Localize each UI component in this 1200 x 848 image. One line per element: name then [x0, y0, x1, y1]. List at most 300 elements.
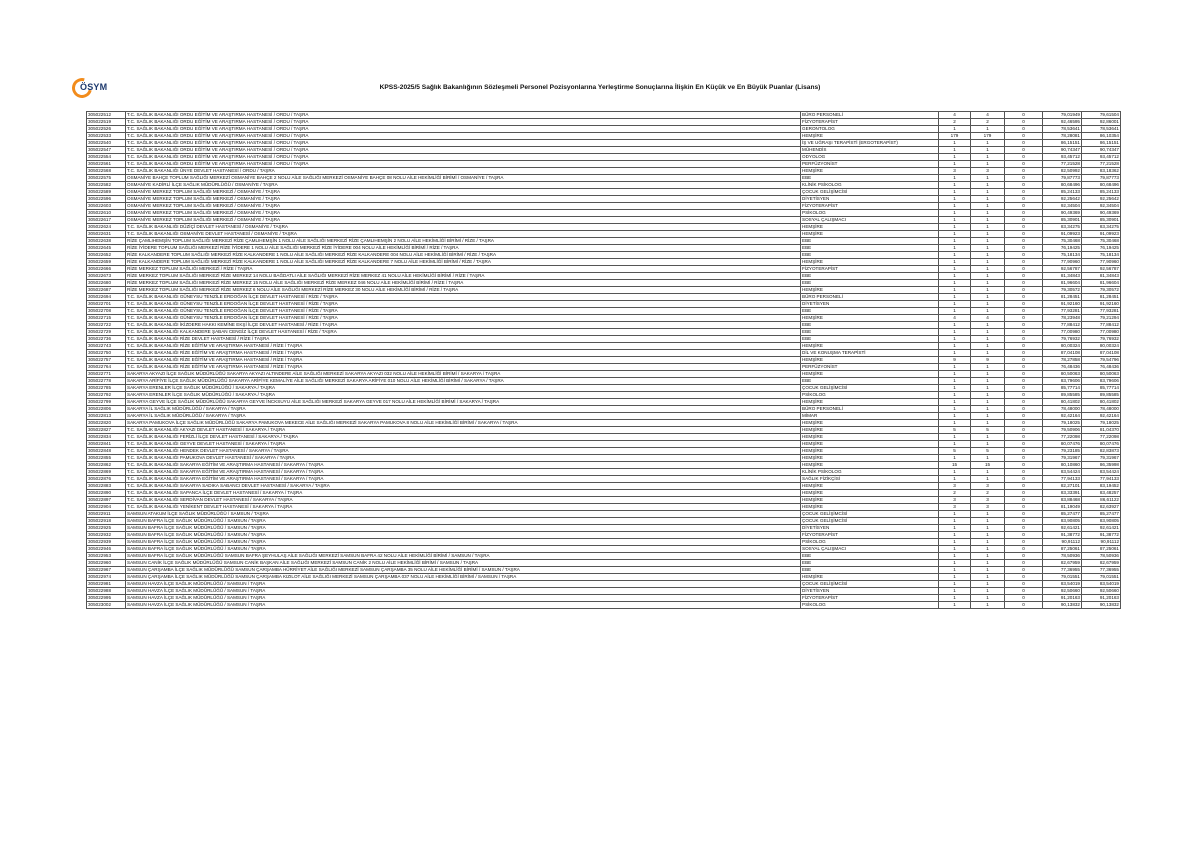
- yerlesen-cell: 1: [971, 210, 1005, 217]
- min-puan-cell: 80,68496: [1043, 182, 1082, 189]
- table-row: [87, 231, 1121, 238]
- bos-cell: 0: [1005, 245, 1043, 252]
- kurum-cell: T.C. SAĞLIK BAKANLIĞI ORDU EĞİTİM VE ARAŞTIRMA HASTANESİ / ORDU / TAŞRA: [126, 147, 801, 154]
- kurum-cell: T.C. SAĞLIK BAKANLIĞI SAKARYA EĞİTİM VE ARAŞTIRMA HASTANESİ / SAKARYA / TAŞRA: [126, 476, 801, 483]
- unvan-cell: HEMŞİRE: [801, 448, 939, 455]
- min-puan-cell: 83,79606: [1043, 378, 1082, 385]
- bos-cell: 0: [1005, 399, 1043, 406]
- kod-cell: 305022610: [87, 210, 126, 217]
- kurum-cell: SAMSUN HAVZA İLÇE SAĞLIK MÜDÜRLÜĞÜ / SAMSUN / TAŞRA: [126, 588, 801, 595]
- kurum-cell: T.C. SAĞLIK BAKANLIĞI RİZE EĞİTİM VE ARAŞTIRMA HASTANESİ / RİZE / TAŞRA: [126, 350, 801, 357]
- table-row: [87, 224, 1121, 231]
- yerlesen-cell: 1: [971, 175, 1005, 182]
- kod-cell: 305022967: [87, 567, 126, 574]
- unvan-cell: HEMŞİRE: [801, 504, 939, 511]
- kurum-cell: OSMANİYE KADİRLİ İLÇE SAĞLIK MÜDÜRLÜĞÜ / OSMANİYE / TAŞRA: [126, 182, 801, 189]
- min-puan-cell: 83,88468: [1043, 497, 1082, 504]
- max-puan-cell: 83,54424: [1082, 469, 1121, 476]
- kontenjan-cell: 1: [939, 574, 971, 581]
- kod-cell: 305022792: [87, 392, 126, 399]
- kontenjan-cell: 1: [939, 245, 971, 252]
- kontenjan-cell: 1: [939, 154, 971, 161]
- yerlesen-cell: 1: [971, 161, 1005, 168]
- kod-cell: 305022729: [87, 329, 126, 336]
- bos-cell: 0: [1005, 469, 1043, 476]
- kurum-cell: OSMANİYE MERKEZ TOPLUM SAĞLIĞI MERKEZİ / OSMANİYE / TAŞRA: [126, 217, 801, 224]
- bos-cell: 0: [1005, 434, 1043, 441]
- kontenjan-cell: 1: [939, 175, 971, 182]
- max-puan-cell: 79,18025: [1082, 420, 1121, 427]
- kontenjan-cell: 1: [939, 210, 971, 217]
- min-puan-cell: 79,23185: [1043, 448, 1082, 455]
- min-puan-cell: 79,18025: [1043, 420, 1082, 427]
- kod-cell: 305022932: [87, 532, 126, 539]
- kod-cell: 305022855: [87, 455, 126, 462]
- kontenjan-cell: 1: [939, 343, 971, 350]
- yerlesen-cell: 1: [971, 147, 1005, 154]
- bos-cell: 0: [1005, 266, 1043, 273]
- kontenjan-cell: 1: [939, 420, 971, 427]
- kurum-cell: T.C. SAĞLIK BAKANLIĞI ORDU EĞİTİM VE ARAŞTIRMA HASTANESİ / ORDU / TAŞRA: [126, 126, 801, 133]
- yerlesen-cell: 1: [971, 217, 1005, 224]
- kontenjan-cell: 3: [939, 504, 971, 511]
- kod-cell: 305022547: [87, 147, 126, 154]
- table-row: [87, 441, 1121, 448]
- unvan-cell: EBE: [801, 560, 939, 567]
- bos-cell: 0: [1005, 420, 1043, 427]
- unvan-cell: PERFÜZYONİST: [801, 364, 939, 371]
- min-puan-cell: 86,15151: [1043, 140, 1082, 147]
- min-puan-cell: 92,46595: [1043, 119, 1082, 126]
- max-puan-cell: 92,34504: [1082, 203, 1121, 210]
- kurum-cell: SAMSUN HAVZA İLÇE SAĞLIK MÜDÜRLÜĞÜ / SAMSUN / TAŞRA: [126, 602, 801, 609]
- kurum-cell: T.C. SAĞLIK BAKANLIĞI RİZE EĞİTİM VE ARAŞTIRMA HASTANESİ / RİZE / TAŞRA: [126, 343, 801, 350]
- table-row: [87, 119, 1121, 126]
- table-row: [87, 483, 1121, 490]
- yerlesen-cell: 1: [971, 259, 1005, 266]
- table-row: [87, 259, 1121, 266]
- min-puan-cell: 76,19425: [1043, 245, 1082, 252]
- yerlesen-cell: 1: [971, 399, 1005, 406]
- kontenjan-cell: 1: [939, 224, 971, 231]
- min-puan-cell: 83,33391: [1043, 490, 1082, 497]
- kod-cell: 305022869: [87, 469, 126, 476]
- bos-cell: 0: [1005, 140, 1043, 147]
- min-puan-cell: 77,94133: [1043, 476, 1082, 483]
- yerlesen-cell: 1: [971, 371, 1005, 378]
- yerlesen-cell: 3: [971, 504, 1005, 511]
- yerlesen-cell: 1: [971, 140, 1005, 147]
- max-puan-cell: 79,87773: [1082, 175, 1121, 182]
- max-puan-cell: 86,35998: [1082, 462, 1121, 469]
- kurum-cell: T.C. SAĞLIK BAKANLIĞI ORDU EĞİTİM VE ARAŞTIRMA HASTANESİ / ORDU / TAŞRA: [126, 112, 801, 119]
- min-puan-cell: 76,48436: [1043, 364, 1082, 371]
- kurum-cell: T.C. SAĞLIK BAKANLIĞI ORDU EĞİTİM VE ARAŞTIRMA HASTANESİ / ORDU / TAŞRA: [126, 154, 801, 161]
- unvan-cell: HEMŞİRE: [801, 357, 939, 364]
- unvan-cell: HEMŞİRE: [801, 371, 939, 378]
- min-puan-cell: 90,49369: [1043, 210, 1082, 217]
- kod-cell: 305022785: [87, 385, 126, 392]
- unvan-cell: EBE: [801, 175, 939, 182]
- yerlesen-cell: 1: [971, 567, 1005, 574]
- bos-cell: 0: [1005, 315, 1043, 322]
- kurum-cell: T.C. SAĞLIK BAKANLIĞI GEYVE DEVLET HASTANESİ / SAKARYA / TAŞRA: [126, 441, 801, 448]
- kontenjan-cell: 4: [939, 112, 971, 119]
- max-puan-cell: 77,88412: [1082, 322, 1121, 329]
- yerlesen-cell: 1: [971, 343, 1005, 350]
- kurum-cell: RİZE ÇAMLIHEMŞİN TOPLUM SAĞLIĞI MERKEZİ RİZE ÇAMLIHEMŞİN 1 NOLU AİLE SAĞLIĞI MERKEZİ RİZE ÇAMLIHEMŞİN 2 NOLU AİLE HEKİMLİĞİ BİRİMİ / RİZE / TAŞRA: [126, 238, 801, 245]
- unvan-cell: HEMŞİRE: [801, 574, 939, 581]
- kod-cell: 305022918: [87, 518, 126, 525]
- kurum-cell: OSMANİYE MERKEZ TOPLUM SAĞLIĞI MERKEZİ / OSMANİYE / TAŞRA: [126, 203, 801, 210]
- max-puan-cell: 87,04108: [1082, 350, 1121, 357]
- min-puan-cell: 81,96604: [1043, 280, 1082, 287]
- max-puan-cell: 79,61504: [1082, 112, 1121, 119]
- unvan-cell: FİZYOTERAPİST: [801, 595, 939, 602]
- yerlesen-cell: 1: [971, 588, 1005, 595]
- bos-cell: 0: [1005, 350, 1043, 357]
- kontenjan-cell: 1: [939, 294, 971, 301]
- unvan-cell: EBE: [801, 322, 939, 329]
- min-puan-cell: 78,48000: [1043, 406, 1082, 413]
- bos-cell: 0: [1005, 273, 1043, 280]
- table-row: [87, 287, 1121, 294]
- kurum-cell: T.C. SAĞLIK BAKANLIĞI GÜNEYSU TENZİLE ERDOĞAN İLÇE DEVLET HASTANESİ / RİZE / TAŞRA: [126, 308, 801, 315]
- kontenjan-cell: 1: [939, 182, 971, 189]
- kurum-cell: RİZE MERKEZ TOPLUM SAĞLIĞI MERKEZİ / RİZE / TAŞRA: [126, 266, 801, 273]
- kurum-cell: T.C. SAĞLIK BAKANLIĞI SERDİVAN DEVLET HASTANESİ / SAKARYA / TAŞRA: [126, 497, 801, 504]
- unvan-cell: SOSYAL ÇALIŞMACI: [801, 546, 939, 553]
- min-puan-cell: 90,74347: [1043, 147, 1082, 154]
- max-puan-cell: 83,34275: [1082, 224, 1121, 231]
- bos-cell: 0: [1005, 147, 1043, 154]
- table-row: [87, 427, 1121, 434]
- unvan-cell: DİYETİSYEN: [801, 196, 939, 203]
- kurum-cell: T.C. SAĞLIK BAKANLIĞI RİZE DEVLET HASTANESİ / RİZE / TAŞRA: [126, 336, 801, 343]
- bos-cell: 0: [1005, 581, 1043, 588]
- kontenjan-cell: 1: [939, 301, 971, 308]
- kod-cell: 305022652: [87, 252, 126, 259]
- max-puan-cell: 81,34843: [1082, 273, 1121, 280]
- yerlesen-cell: 1: [971, 385, 1005, 392]
- kod-cell: 305022876: [87, 476, 126, 483]
- kurum-cell: T.C. SAĞLIK BAKANLIĞI ORDU EĞİTİM VE ARAŞTIRMA HASTANESİ / ORDU / TAŞRA: [126, 161, 801, 168]
- table-row: [87, 497, 1121, 504]
- kurum-cell: T.C. SAĞLIK BAKANLIĞI GÜNEYSU TENZİLE ERDOĞAN İLÇE DEVLET HASTANESİ / RİZE / TAŞRA: [126, 294, 801, 301]
- kod-cell: 305022680: [87, 280, 126, 287]
- unvan-cell: EBE: [801, 245, 939, 252]
- bos-cell: 0: [1005, 301, 1043, 308]
- kod-cell: 305022631: [87, 231, 126, 238]
- yerlesen-cell: 179: [971, 133, 1005, 140]
- kontenjan-cell: 1: [939, 329, 971, 336]
- min-puan-cell: 83,34275: [1043, 224, 1082, 231]
- bos-cell: 0: [1005, 154, 1043, 161]
- kod-cell: 305022820: [87, 420, 126, 427]
- min-puan-cell: 87,25061: [1043, 546, 1082, 553]
- unvan-cell: FİZYOTERAPİST: [801, 203, 939, 210]
- yerlesen-cell: 1: [971, 364, 1005, 371]
- max-puan-cell: 81,04370: [1082, 427, 1121, 434]
- bos-cell: 0: [1005, 196, 1043, 203]
- unvan-cell: HEMŞİRE: [801, 168, 939, 175]
- max-puan-cell: 85,27477: [1082, 511, 1121, 518]
- kod-cell: 305022624: [87, 224, 126, 231]
- kontenjan-cell: 4: [939, 315, 971, 322]
- min-puan-cell: 92,56787: [1043, 266, 1082, 273]
- kontenjan-cell: 1: [939, 189, 971, 196]
- unvan-cell: GERONTOLOG: [801, 126, 939, 133]
- bos-cell: 0: [1005, 217, 1043, 224]
- yerlesen-cell: 5: [971, 427, 1005, 434]
- kontenjan-cell: 1: [939, 336, 971, 343]
- kod-cell: 305022806: [87, 406, 126, 413]
- kod-cell: 305022575: [87, 175, 126, 182]
- kurum-cell: T.C. SAĞLIK BAKANLIĞI RİZE EĞİTİM VE ARAŞTIRMA HASTANESİ / RİZE / TAŞRA: [126, 364, 801, 371]
- min-puan-cell: 93,45712: [1043, 154, 1082, 161]
- bos-cell: 0: [1005, 126, 1043, 133]
- min-puan-cell: 77,93281: [1043, 308, 1082, 315]
- kod-cell: 305022694: [87, 294, 126, 301]
- kontenjan-cell: 1: [939, 308, 971, 315]
- kontenjan-cell: 3: [939, 168, 971, 175]
- kontenjan-cell: 1: [939, 511, 971, 518]
- bos-cell: 0: [1005, 574, 1043, 581]
- kurum-cell: RİZE KALKANDERE TOPLUM SAĞLIĞI MERKEZİ RİZE KALKANDERE 1 NOLU AİLE SAĞLIĞI MERKEZİ RİZE KALKANDERE 7 NOLU AİLE HEKİMLİĞİ BİRİMİ / RİZE / TAŞRA: [126, 259, 801, 266]
- table-row: [87, 385, 1121, 392]
- max-puan-cell: 80,41802: [1082, 399, 1121, 406]
- unvan-cell: HEMŞİRE: [801, 434, 939, 441]
- min-puan-cell: 78,53641: [1043, 126, 1082, 133]
- min-puan-cell: 81,28451: [1043, 294, 1082, 301]
- unvan-cell: ÇOCUK GELİŞİMCİSİ: [801, 385, 939, 392]
- kod-cell: 305023002: [87, 602, 126, 609]
- yerlesen-cell: 1: [971, 273, 1005, 280]
- kurum-cell: OSMANİYE MERKEZ TOPLUM SAĞLIĞI MERKEZİ / OSMANİYE / TAŞRA: [126, 189, 801, 196]
- min-puan-cell: 89,85585: [1043, 392, 1082, 399]
- kod-cell: 305022904: [87, 504, 126, 511]
- kontenjan-cell: 1: [939, 546, 971, 553]
- table-row: [87, 308, 1121, 315]
- kurum-cell: SAKARYA ERENLER İLÇE SAĞLIK MÜDÜRLÜĞÜ / SAKARYA / TAŞRA: [126, 392, 801, 399]
- table-row: [87, 490, 1121, 497]
- max-puan-cell: 82,83873: [1082, 448, 1121, 455]
- kontenjan-cell: 1: [939, 287, 971, 294]
- max-puan-cell: 79,30572: [1082, 287, 1121, 294]
- kontenjan-cell: 1: [939, 378, 971, 385]
- unvan-cell: FİZYOTERAPİST: [801, 532, 939, 539]
- kurum-cell: OSMANİYE MERKEZ TOPLUM SAĞLIĞI MERKEZİ / OSMANİYE / TAŞRA: [126, 196, 801, 203]
- max-puan-cell: 91,92160: [1082, 301, 1121, 308]
- kod-cell: 305022638: [87, 238, 126, 245]
- kontenjan-cell: 3: [939, 483, 971, 490]
- table-row: [87, 266, 1121, 273]
- bos-cell: 0: [1005, 483, 1043, 490]
- kod-cell: 305022673: [87, 273, 126, 280]
- yerlesen-cell: 3: [971, 483, 1005, 490]
- kontenjan-cell: 1: [939, 567, 971, 574]
- bos-cell: 0: [1005, 455, 1043, 462]
- kontenjan-cell: 1: [939, 539, 971, 546]
- yerlesen-cell: 4: [971, 315, 1005, 322]
- kurum-cell: T.C. SAĞLIK BAKANLIĞI HENDEK DEVLET HASTANESİ / SAKARYA / TAŞRA: [126, 448, 801, 455]
- bos-cell: 0: [1005, 231, 1043, 238]
- max-puan-cell: 90,13832: [1082, 602, 1121, 609]
- table-row: [87, 448, 1121, 455]
- min-puan-cell: 77,36955: [1043, 567, 1082, 574]
- kurum-cell: SAMSUN BAFRA İLÇE SAĞLIK MÜDÜRLÜĞÜ / SAMSUN / TAŞRA: [126, 525, 801, 532]
- max-puan-cell: 80,50063: [1082, 371, 1121, 378]
- kurum-cell: SAKARYA GEYVE İLÇE SAĞLIK MÜDÜRLÜĞÜ SAKARYA GEYVE İNCKSUYU AİLE SAĞLIĞI MERKEZİ SAKARYA GEYVE 017 NOLU AİLE HEKİMLİĞİ BİRİMİ / SAKARYA / TAŞRA: [126, 399, 801, 406]
- min-puan-cell: 77,88412: [1043, 322, 1082, 329]
- kod-cell: 305022715: [87, 315, 126, 322]
- max-puan-cell: 82,63927: [1082, 504, 1121, 511]
- kontenjan-cell: 9: [939, 357, 971, 364]
- max-puan-cell: 78,48000: [1082, 406, 1121, 413]
- min-puan-cell: 79,30572: [1043, 287, 1082, 294]
- max-puan-cell: 81,96604: [1082, 280, 1121, 287]
- kod-cell: 305022568: [87, 168, 126, 175]
- min-puan-cell: 82,67959: [1043, 560, 1082, 567]
- kod-cell: 305022687: [87, 287, 126, 294]
- unvan-cell: HEMŞİRE: [801, 259, 939, 266]
- kontenjan-cell: 1: [939, 126, 971, 133]
- table-row: [87, 462, 1121, 469]
- bos-cell: 0: [1005, 441, 1043, 448]
- kontenjan-cell: 1: [939, 266, 971, 273]
- table-row: [87, 413, 1121, 420]
- unvan-cell: BÜRO PERSONELİ: [801, 294, 939, 301]
- min-puan-cell: 79,01551: [1043, 574, 1082, 581]
- min-puan-cell: 80,41802: [1043, 399, 1082, 406]
- kontenjan-cell: 1: [939, 602, 971, 609]
- yerlesen-cell: 1: [971, 182, 1005, 189]
- kurum-cell: T.C. SAĞLIK BAKANLIĞI SAKARYA EĞİTİM VE ARAŞTIRMA HASTANESİ / SAKARYA / TAŞRA: [126, 462, 801, 469]
- bos-cell: 0: [1005, 371, 1043, 378]
- table-row: [87, 595, 1121, 602]
- bos-cell: 0: [1005, 336, 1043, 343]
- max-puan-cell: 79,31967: [1082, 455, 1121, 462]
- kurum-cell: T.C. SAĞLIK BAKANLIĞI OSMANİYE DEVLET HASTANESİ / OSMANİYE / TAŞRA: [126, 231, 801, 238]
- unvan-cell: BÜRO PERSONELİ: [801, 406, 939, 413]
- bos-cell: 0: [1005, 497, 1043, 504]
- yerlesen-cell: 1: [971, 560, 1005, 567]
- unvan-cell: DİYETİSYEN: [801, 588, 939, 595]
- bos-cell: 0: [1005, 182, 1043, 189]
- unvan-cell: EBE: [801, 280, 939, 287]
- max-puan-cell: 78,50936: [1082, 553, 1121, 560]
- kod-cell: 305022925: [87, 525, 126, 532]
- yerlesen-cell: 1: [971, 602, 1005, 609]
- unvan-cell: DİYETİSYEN: [801, 525, 939, 532]
- min-puan-cell: 78,28081: [1043, 133, 1082, 140]
- kontenjan-cell: 1: [939, 399, 971, 406]
- max-puan-cell: 91,20163: [1082, 595, 1121, 602]
- table-row: [87, 238, 1121, 245]
- max-puan-cell: 80,00324: [1082, 343, 1121, 350]
- yerlesen-cell: 1: [971, 308, 1005, 315]
- kod-cell: 305022988: [87, 588, 126, 595]
- table-row: [87, 511, 1121, 518]
- yerlesen-cell: 1: [971, 574, 1005, 581]
- unvan-cell: EBE: [801, 252, 939, 259]
- bos-cell: 0: [1005, 518, 1043, 525]
- kontenjan-cell: 2: [939, 490, 971, 497]
- table-row: [87, 140, 1121, 147]
- unvan-cell: ÇOCUK GELİŞİMCİSİ: [801, 511, 939, 518]
- yerlesen-cell: 1: [971, 280, 1005, 287]
- kod-cell: 305022736: [87, 336, 126, 343]
- yerlesen-cell: 3: [971, 168, 1005, 175]
- max-puan-cell: 77,00980: [1082, 329, 1121, 336]
- min-puan-cell: 90,91112: [1043, 539, 1082, 546]
- min-puan-cell: 81,34843: [1043, 273, 1082, 280]
- bos-cell: 0: [1005, 525, 1043, 532]
- table-row: [87, 168, 1121, 175]
- kontenjan-cell: 1: [939, 413, 971, 420]
- unvan-cell: ÇOCUK GELİŞİMCİSİ: [801, 189, 939, 196]
- max-puan-cell: 90,74347: [1082, 147, 1121, 154]
- kod-cell: 305022512: [87, 112, 126, 119]
- kontenjan-cell: 1: [939, 161, 971, 168]
- bos-cell: 0: [1005, 308, 1043, 315]
- yerlesen-cell: 1: [971, 525, 1005, 532]
- min-puan-cell: 92,61421: [1043, 525, 1082, 532]
- unvan-cell: MİMAR: [801, 413, 939, 420]
- kurum-cell: T.C. SAĞLIK BAKANLIĞI ORDU EĞİTİM VE ARAŞTIRMA HASTANESİ / ORDU / TAŞRA: [126, 119, 801, 126]
- kontenjan-cell: 1: [939, 350, 971, 357]
- max-puan-cell: 83,19452: [1082, 483, 1121, 490]
- yerlesen-cell: 1: [971, 252, 1005, 259]
- yerlesen-cell: 1: [971, 581, 1005, 588]
- unvan-cell: HEMŞİRE: [801, 483, 939, 490]
- kod-cell: 305022603: [87, 203, 126, 210]
- min-puan-cell: 92,42164: [1043, 413, 1082, 420]
- max-puan-cell: 79,76932: [1082, 336, 1121, 343]
- kod-cell: 305022841: [87, 441, 126, 448]
- max-puan-cell: 76,48436: [1082, 364, 1121, 371]
- yerlesen-cell: 1: [971, 392, 1005, 399]
- min-puan-cell: 79,76932: [1043, 336, 1082, 343]
- kurum-cell: SAMSUN BAFRA İLÇE SAĞLIK MÜDÜRLÜĞÜ / SAMSUN / TAŞRA: [126, 532, 801, 539]
- kontenjan-cell: 1: [939, 217, 971, 224]
- unvan-cell: EBE: [801, 553, 939, 560]
- kontenjan-cell: 1: [939, 553, 971, 560]
- kod-cell: 305022589: [87, 189, 126, 196]
- kod-cell: 305022834: [87, 434, 126, 441]
- kod-cell: 305022526: [87, 126, 126, 133]
- yerlesen-cell: 1: [971, 469, 1005, 476]
- yerlesen-cell: 1: [971, 434, 1005, 441]
- kod-cell: 305022911: [87, 511, 126, 518]
- unvan-cell: SOSYAL ÇALIŞMACI: [801, 217, 939, 224]
- min-puan-cell: 79,87773: [1043, 175, 1082, 182]
- table-body: [87, 112, 1121, 609]
- bos-cell: 0: [1005, 546, 1043, 553]
- max-puan-cell: 92,25642: [1082, 196, 1121, 203]
- unvan-cell: FİZYOTERAPİST: [801, 266, 939, 273]
- kod-cell: 305022722: [87, 322, 126, 329]
- results-table: [86, 111, 1121, 609]
- unvan-cell: EBE: [801, 329, 939, 336]
- min-puan-cell: 81,19049: [1043, 504, 1082, 511]
- bos-cell: 0: [1005, 490, 1043, 497]
- min-puan-cell: 83,54019: [1043, 581, 1082, 588]
- bos-cell: 0: [1005, 560, 1043, 567]
- kod-cell: 305022596: [87, 196, 126, 203]
- kod-cell: 305022645: [87, 245, 126, 252]
- max-puan-cell: 77,22098: [1082, 434, 1121, 441]
